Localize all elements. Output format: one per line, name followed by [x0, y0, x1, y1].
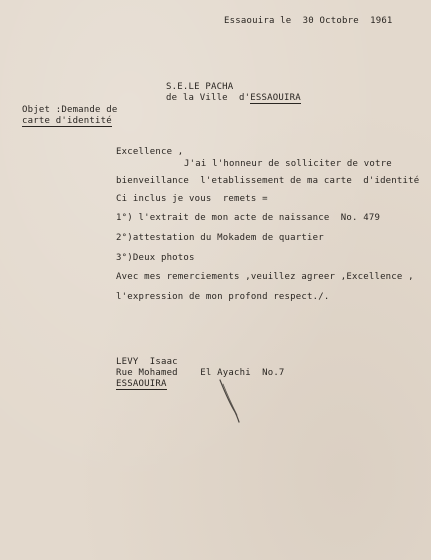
- recipient-city: ESSAOUIRA: [250, 93, 301, 103]
- body-paragraph-line-1: J'ai l'honneur de solliciter de votre: [184, 159, 392, 169]
- enclosure-item-3: 3°)Deux photos: [116, 253, 195, 263]
- recipient-city-line: [166, 93, 301, 104]
- subject-underlined: carte d'identité: [22, 116, 112, 126]
- enclosure-item-1: 1°) l'extrait de mon acte de naissance No. 479: [116, 213, 381, 223]
- recipient-title: S.E.LE PACHA: [166, 82, 234, 92]
- subject-line-2: [22, 116, 112, 127]
- enclosed-line: Ci inclus je vous remets =: [116, 194, 268, 204]
- sender-city-line: [116, 379, 167, 390]
- pen-stroke-mark: [216, 378, 246, 424]
- closing-line-2: l'expression de mon profond respect./.: [116, 292, 330, 302]
- recipient-prefix: de la Ville d': [166, 93, 251, 103]
- sender-address: Rue Mohamed El Ayachi No.7: [116, 368, 285, 378]
- closing-line-1: Avec mes remerciements ,veuillez agreer ,Excellence ,: [116, 272, 414, 282]
- salutation: Excellence ,: [116, 147, 184, 157]
- enclosure-item-2: 2°)attestation du Mokadem de quartier: [116, 233, 324, 243]
- sender-city: ESSAOUIRA: [116, 379, 167, 389]
- sender-name: LEVY Isaac: [116, 357, 178, 367]
- body-paragraph-line-2: bienveillance l'etablissement de ma carte d'identité: [116, 176, 420, 186]
- date-line: Essaouira le 30 Octobre 1961: [224, 16, 393, 26]
- subject-line-1: Objet :Demande de: [22, 105, 118, 115]
